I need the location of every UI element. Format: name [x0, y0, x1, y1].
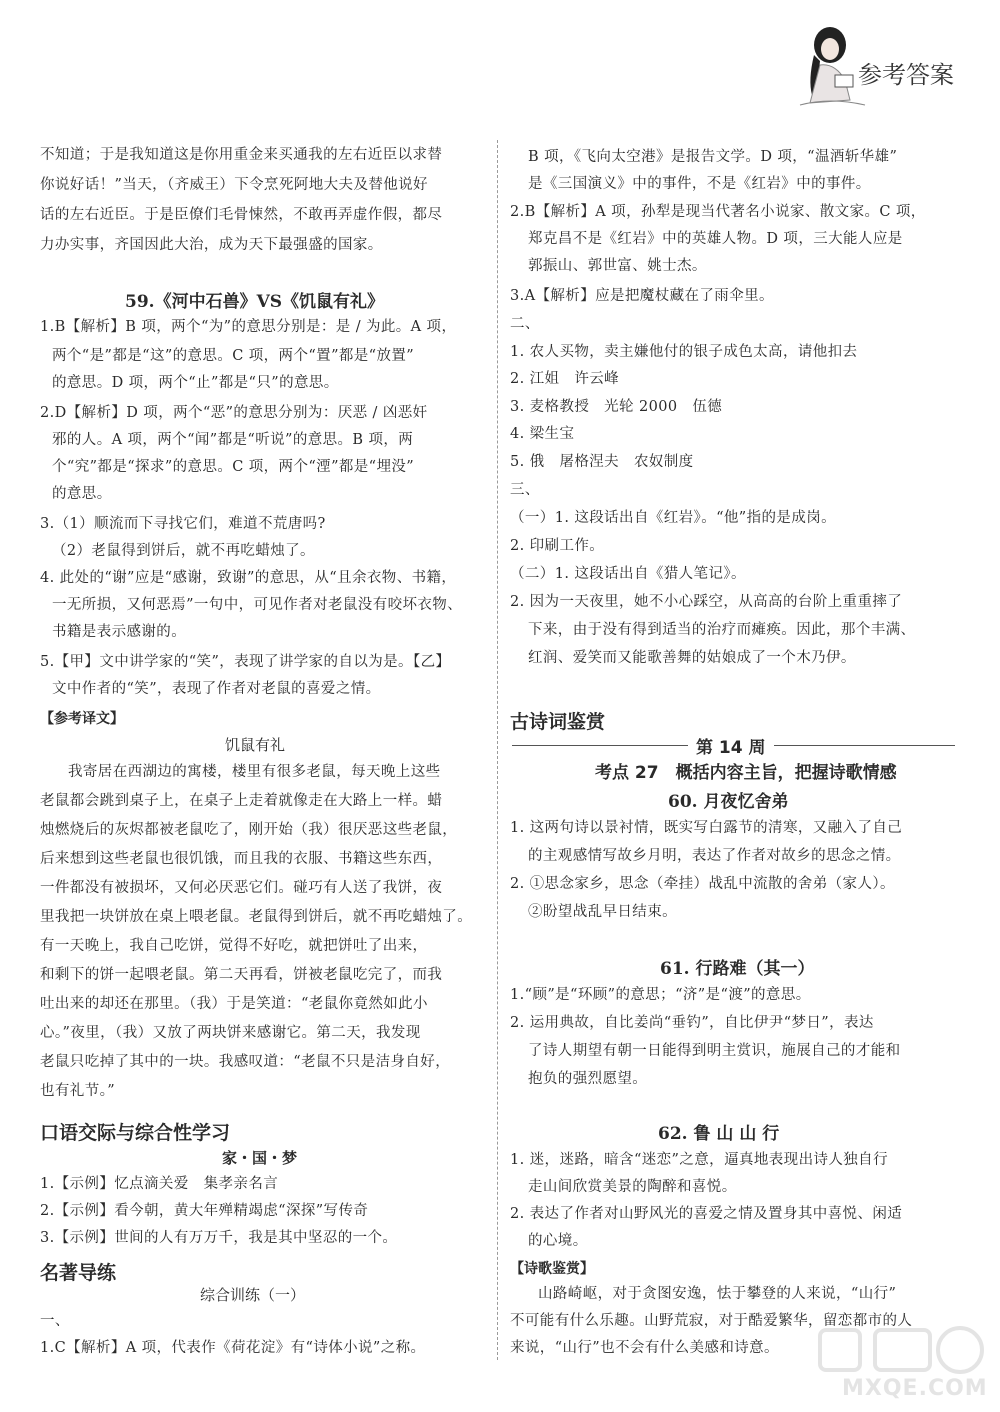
text-line: （2）老鼠得到饼后，就不再吃蜡烛了。	[52, 543, 315, 559]
text-line: 1. 这两句诗以景衬情，既实写白露节的清寒，又融入了自己	[510, 820, 903, 836]
oral-communication-subtitle: 家・国・梦	[222, 1149, 298, 1167]
oral-communication-title: 口语交际与综合性学习	[40, 1122, 231, 1144]
section-60-title: 60. 月夜忆舍弟	[668, 792, 789, 812]
text-line: 山路崎岖，对于贪图安逸，怯于攀登的人来说，“山行”	[538, 1286, 897, 1302]
text-line: 1. 迷，迷路，暗含“迷恋”之意，逼真地表现出诗人独自行	[510, 1152, 888, 1168]
text-line: 2. 表达了作者对山野风光的喜爱之情及置身其中喜悦、闲适	[510, 1206, 903, 1222]
week-label: 第 14 周	[688, 733, 774, 758]
text-line: 老鼠都会跳到桌子上，在桌子上走着就像走在大路上一样。蜡	[40, 793, 443, 809]
header-title: 参考答案	[858, 61, 954, 89]
text-line: 一、	[40, 1313, 70, 1329]
text-line: 4. 梁生宝	[510, 426, 575, 442]
text-line: 2. 江姐 许云峰	[510, 371, 620, 387]
text-line: 2. 印刷工作。	[510, 538, 605, 554]
text-line: 我寄居在西湖边的寓楼，楼里有很多老鼠，每天晚上这些	[68, 764, 441, 780]
text-line: 了诗人期望有朝一日能得到明主赏识，施展自己的才能和	[528, 1043, 901, 1059]
poem-appreciation-tag: 【诗歌鉴赏】	[510, 1261, 594, 1277]
text-line: B 项，《飞向太空港》是报告文学。D 项，“温酒斩华雄”	[528, 149, 898, 165]
text-line: 3.（1）顺流而下寻找它们，难道不荒唐吗?	[40, 516, 326, 532]
text-line: 2.D【解析】D 项，两个“恶”的意思分别为：厌恶 / 凶恶奸	[40, 405, 428, 421]
text-line: 心。”夜里，（我）又放了两块饼来感谢它。第二天，我发现	[40, 1025, 421, 1041]
text-line: 老鼠只吃掉了其中的一块。我感叹道：“老鼠不只是洁身自好，	[40, 1054, 451, 1070]
text-line: 吐出来的却还在那里。（我）于是笑道：“老鼠你竟然如此小	[40, 996, 428, 1012]
text-line: 2. 运用典故，自比姜尚“垂钓”，自比伊尹“梦日”，表达	[510, 1015, 874, 1031]
text-line: 不知道；于是我知道这是你用重金来买通我的左右近臣以求替	[40, 147, 443, 163]
reference-translation-tag: 【参考译文】	[40, 711, 124, 727]
watermark-text: MXQE.COM	[842, 1376, 988, 1401]
poetry-title: 古诗词鉴赏	[510, 711, 606, 733]
text-line: 下来，由于没有得到适当的治疗而瘫痪。因此，那个丰满、	[528, 622, 916, 638]
text-line: 个“究”都是“探求”的意思。C 项，两个“湮”都是“埋没”	[52, 459, 415, 475]
section-59-title: 59.《河中石兽》VS《饥鼠有礼》	[125, 292, 385, 312]
text-line: 2. 因为一天夜里，她不小心踩空，从高高的台阶上重重摔了	[510, 594, 903, 610]
text-line: 烛燃烧后的灰烬都被老鼠吃了，刚开始（我）很厌恶这些老鼠，	[40, 822, 458, 838]
text-line: 书籍是表示感谢的。	[52, 624, 187, 640]
text-line: 二、	[510, 316, 540, 332]
text-line: 邪的人。A 项，两个“闻”都是“听说”的意思。B 项，两	[52, 432, 414, 448]
text-line: 一无所损，又何恶焉”一句中，可见作者对老鼠没有咬坏衣物、	[52, 597, 463, 613]
classics-title: 名著导练	[40, 1262, 117, 1284]
text-line: 2. ①思念家乡，思念（牵挂）战乱中流散的舍弟（家人）。	[510, 876, 895, 892]
text-line: 不可能有什么乐趣。山野荒寂，对于酷爱繁华，留恋都市的人	[510, 1313, 913, 1329]
text-line: 有一天晚上，我自己吃饼，觉得不好吃，就把饼吐了出来，	[40, 938, 428, 954]
text-line: 2.【示例】看今朝，黄大年殚精竭虑“深探”写传奇	[40, 1203, 369, 1219]
reference-translation-title: 饥鼠有礼	[225, 736, 286, 754]
text-line: 里我把一块饼放在桌上喂老鼠。老鼠得到饼后，就不再吃蜡烛了。	[40, 909, 473, 925]
text-line: 4. 此处的“谢”应是“感谢，致谢”的意思，从“且余衣物、书籍，	[40, 570, 457, 586]
text-line: 三、	[510, 482, 540, 498]
text-line: ②盼望战乱早日结束。	[528, 904, 677, 920]
text-line: 话的左右近臣。于是臣僚们毛骨悚然，不敢再弄虚作假，都尽	[40, 207, 443, 223]
text-line: 郑克昌不是《红岩》中的英雄人物。D 项，三大能人应是	[528, 231, 903, 247]
text-line: （二）1. 这段话出自《猎人笔记》。	[510, 566, 746, 582]
text-line: 5. 俄 屠格涅夫 农奴制度	[510, 454, 694, 470]
text-line: 1.“顾”是“环顾”的意思；“济”是“渡”的意思。	[510, 987, 811, 1003]
site-watermark	[800, 1320, 990, 1410]
page-header	[780, 25, 990, 115]
text-line: 来说，“山行”也不会有什么美感和诗意。	[510, 1340, 779, 1356]
text-line: 的意思。	[52, 486, 112, 502]
text-line: 的意思。D 项，两个“止”都是“只”的意思。	[52, 375, 339, 391]
text-line: 力办实事，齐国因此大治，成为天下最强盛的国家。	[40, 237, 383, 253]
text-line: （一）1. 这段话出自《红岩》。“他”指的是成岗。	[510, 510, 837, 526]
text-line: 1.【示例】忆点滴关爱 集孝亲名言	[40, 1176, 279, 1192]
text-line: 后来想到这些老鼠也很饥饿，而且我的衣服、书籍这些东西，	[40, 851, 443, 867]
text-line: 3. 麦格教授 光轮 2000 伍德	[510, 399, 723, 415]
text-line: 1.B【解析】B 项，两个“为”的意思分别是：是 / 为此。A 项，	[40, 319, 457, 335]
text-line: 的主观感情写故乡月明，表达了作者对故乡的思念之情。	[528, 848, 901, 864]
text-line: 两个“是”都是“这”的意思。C 项，两个“置”都是“放置”	[52, 348, 415, 364]
section-62-title: 62. 鲁 山 山 行	[658, 1124, 780, 1144]
text-line: 你说好话！”当天，（齐威王）下令烹死阿地大夫及替他说好	[40, 177, 428, 193]
text-line: 1. 农人买物，卖主嫌他付的银子成色太高，请他扣去	[510, 344, 858, 360]
text-line: 红润、爱笑而又能歌善舞的姑娘成了一个木乃伊。	[528, 650, 856, 666]
text-line: 和剩下的饼一起喂老鼠。第二天再看，饼被老鼠吃完了，而我	[40, 967, 443, 983]
text-line: 是《三国演义》中的事件，不是《红岩》中的事件。	[528, 176, 871, 192]
classics-subtitle: 综合训练（一）	[200, 1286, 306, 1304]
column-divider	[497, 140, 498, 1360]
text-line: 2.B【解析】A 项，孙犁是现当代著名小说家、散文家。C 项，	[510, 204, 926, 220]
text-line: 3.A【解析】应是把魔杖藏在了雨伞里。	[510, 288, 774, 304]
text-line: 一件都没有被损坏，又何必厌恶它们。碰巧有人送了我饼，夜	[40, 880, 443, 896]
text-line: 也有礼节。”	[40, 1083, 116, 1099]
text-line: 走山间欣赏美景的陶醉和喜悦。	[528, 1179, 737, 1195]
section-61-title: 61. 行路难（其一）	[660, 959, 815, 979]
text-line: 1.C【解析】A 项，代表作《荷花淀》有“诗体小说”之称。	[40, 1340, 426, 1356]
text-line: 的心境。	[528, 1233, 588, 1249]
kaodian-title: 考点 27 概括内容主旨，把握诗歌情感	[595, 763, 897, 783]
watermark-logo-icon	[800, 1320, 990, 1380]
text-line: 3.【示例】世间的人有万万千，我是其中坚忍的一个。	[40, 1230, 398, 1246]
text-line: 5.【甲】文中讲学家的“笑”，表现了讲学家的自以为是。【乙】	[40, 654, 451, 670]
text-line: 文中作者的“笑”，表现了作者对老鼠的喜爱之情。	[52, 681, 381, 697]
text-line: 郭振山、郭世富、姚士杰。	[528, 258, 707, 274]
text-line: 抱负的强烈愿望。	[528, 1071, 648, 1087]
